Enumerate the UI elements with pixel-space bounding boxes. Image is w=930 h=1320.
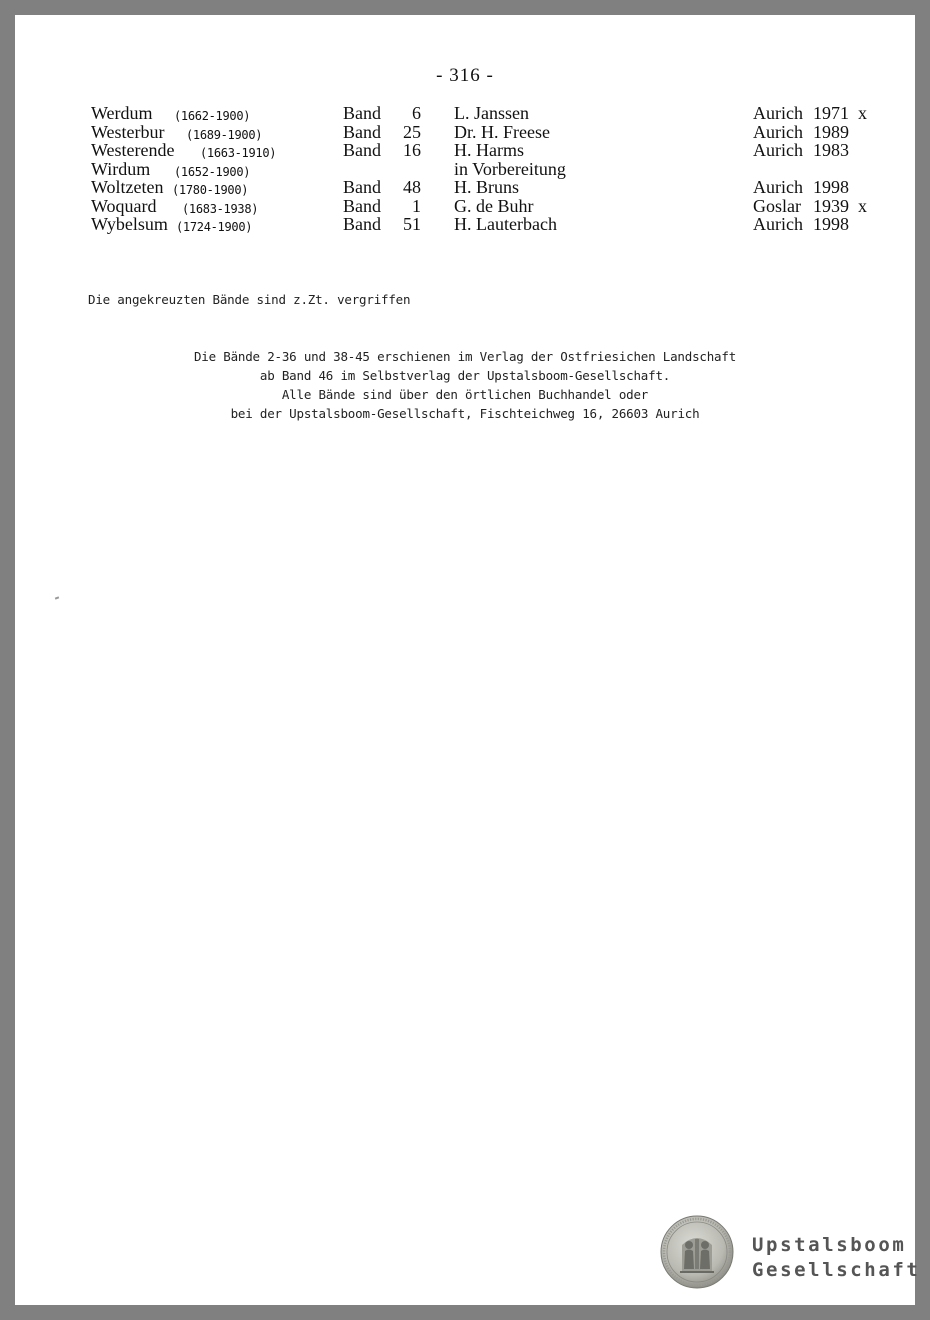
publication-place: Aurich bbox=[753, 177, 803, 197]
place-name: Woquard bbox=[91, 195, 157, 216]
author: G. de Buhr bbox=[454, 195, 534, 216]
place-name: Wybelsum bbox=[91, 214, 168, 234]
year-range: (1780-1900) bbox=[172, 183, 249, 197]
publication-year: 1983 bbox=[813, 140, 849, 160]
author: H. Bruns bbox=[454, 177, 520, 197]
document-page bbox=[15, 15, 921, 1305]
band-label: Band bbox=[343, 195, 381, 216]
publication-place: Aurich bbox=[753, 121, 803, 142]
place-name: Westerende bbox=[91, 140, 175, 160]
table-row bbox=[91, 197, 891, 216]
year-range: (1662-1900) bbox=[174, 109, 251, 123]
logo-line: Gesellschaft bbox=[752, 1259, 921, 1281]
logo-line: Upstalsboom bbox=[752, 1234, 907, 1256]
band-label: Band bbox=[343, 103, 381, 123]
table-row bbox=[91, 104, 891, 123]
year-range: (1652-1900) bbox=[174, 164, 251, 179]
author: L. Janssen bbox=[454, 103, 529, 123]
publication-year: 1971 bbox=[813, 103, 849, 123]
place-name: Wirdum bbox=[91, 158, 151, 179]
table-row bbox=[91, 178, 891, 197]
table-row bbox=[91, 215, 891, 234]
publication-place: Aurich bbox=[753, 103, 803, 123]
band-label: Band bbox=[343, 140, 381, 160]
table-row bbox=[91, 123, 891, 142]
out-of-print-mark: x bbox=[858, 103, 867, 123]
band-number: 51 bbox=[403, 214, 421, 234]
publisher-note bbox=[15, 347, 915, 423]
out-of-print-mark: x bbox=[858, 195, 867, 216]
publication-year: 1998 bbox=[813, 177, 849, 197]
year-range: (1689-1900) bbox=[186, 127, 263, 142]
publisher-line: Die Bände 2-36 und 38-45 erschienen im Verlag der Ostfriesichen Landschaft bbox=[193, 349, 737, 364]
scan-speck bbox=[55, 596, 59, 599]
band-number: 48 bbox=[403, 177, 421, 197]
author: H. Harms bbox=[454, 140, 524, 160]
place-name: Woltzeten bbox=[91, 177, 164, 197]
seal-logo-icon bbox=[660, 1215, 734, 1289]
table-row bbox=[91, 141, 891, 160]
publisher-line: Alle Bände sind über den örtlichen Buchhandel oder bbox=[281, 387, 649, 402]
band-number: 6 bbox=[412, 103, 421, 123]
year-range: (1663-1910) bbox=[200, 146, 277, 160]
author: H. Lauterbach bbox=[454, 214, 557, 234]
band-number: 16 bbox=[403, 140, 421, 160]
publication-place: Aurich bbox=[753, 214, 803, 234]
year-range: (1683-1938) bbox=[182, 201, 259, 216]
publisher-line: ab Band 46 im Selbstverlag der Upstalsboom-Gesellschaft. bbox=[259, 368, 671, 383]
register-table bbox=[91, 104, 891, 234]
band-number: 25 bbox=[403, 121, 421, 142]
band-label: Band bbox=[343, 214, 381, 234]
place-name: Werdum bbox=[91, 103, 153, 123]
band-label: Band bbox=[343, 177, 381, 197]
page-number: - 316 - bbox=[436, 65, 494, 86]
out-of-print-note: Die angekreuzten Bände sind z.Zt. vergriffen bbox=[88, 292, 411, 307]
publisher-line: bei der Upstalsboom-Gesellschaft, Fischteichweg 16, 26603 Aurich bbox=[230, 406, 700, 421]
publication-year: 1998 bbox=[813, 214, 849, 234]
society-logo-text bbox=[752, 1233, 920, 1283]
year-range: (1724-1900) bbox=[176, 220, 253, 234]
band-number: 1 bbox=[412, 195, 421, 216]
author: Dr. H. Freese bbox=[454, 121, 550, 142]
publication-year: 1939 bbox=[813, 195, 849, 216]
publication-place: Goslar bbox=[753, 195, 801, 216]
band-label: Band bbox=[343, 121, 381, 142]
table-row bbox=[91, 160, 891, 179]
place-name: Westerbur bbox=[91, 121, 165, 142]
publication-year: 1989 bbox=[813, 121, 849, 142]
author: in Vorbereitung bbox=[454, 158, 566, 179]
publication-place: Aurich bbox=[753, 140, 803, 160]
